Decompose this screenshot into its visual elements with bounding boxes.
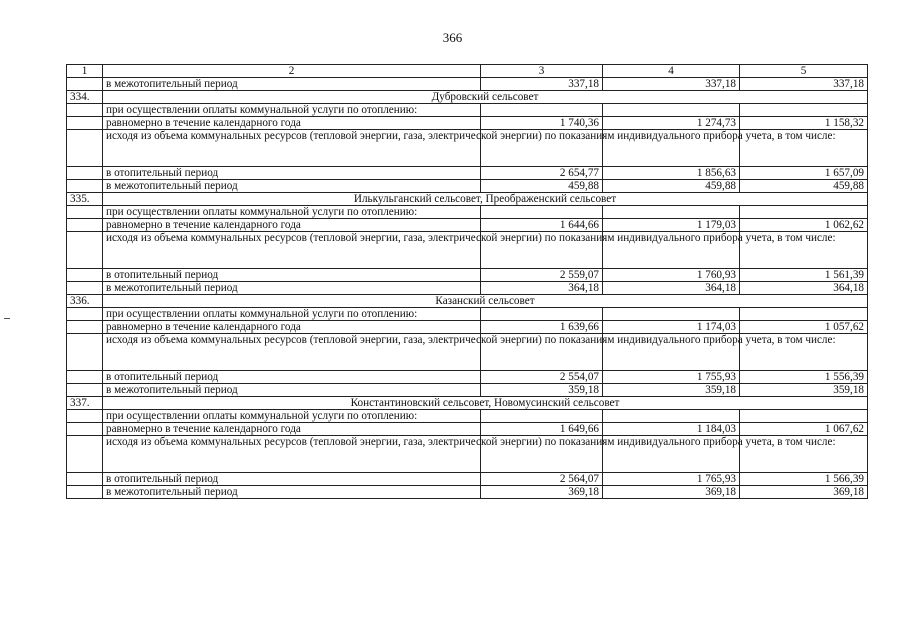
row-number-cell [67,104,103,117]
table-row [67,308,868,321]
value-cell: 2 554,07 [481,371,603,384]
row-number-cell [67,436,103,473]
table-row [67,423,868,436]
row-label: исходя из объема коммунальных ресурсов (тепловой энергии, газа, электрической энергии) по показаниям индивидуального прибора учета, в том числе: [103,436,481,473]
table-row [67,180,868,193]
row-number-cell [67,423,103,436]
row-label: в отопительный период [103,473,481,486]
row-label: в отопительный период [103,269,481,282]
header-row [67,65,868,78]
section-number: 334. [67,91,103,104]
value-cell: 337,18 [481,78,603,91]
table-row [67,167,868,180]
value-cell [740,410,868,423]
value-cell: 369,18 [603,486,740,499]
section-number: 336. [67,295,103,308]
table-row [67,321,868,334]
section-title: Константиновский сельсовет, Новомусинский сельсовет [103,397,868,410]
row-label: в межотопительный период [103,282,481,295]
section-header-row [67,295,868,308]
tariff-table [66,64,868,499]
table-row [67,436,868,473]
row-number-cell [67,78,103,91]
table-row [67,206,868,219]
value-cell [603,308,740,321]
row-number-cell [67,206,103,219]
table-row [67,282,868,295]
table-row [67,473,868,486]
value-cell: 2 654,77 [481,167,603,180]
value-cell: 1 760,93 [603,269,740,282]
row-label: при осуществлении оплаты коммунальной услуги по отоплению: [103,308,481,321]
row-label: равномерно в течение календарного года [103,423,481,436]
row-label: при осуществлении оплаты коммунальной услуги по отоплению: [103,410,481,423]
table-row [67,130,868,167]
header-cell: 3 [481,65,603,78]
table-row [67,384,868,397]
row-number-cell [67,473,103,486]
value-cell [481,410,603,423]
row-label: при осуществлении оплаты коммунальной услуги по отоплению: [103,206,481,219]
row-number-cell [67,282,103,295]
value-cell: 1 644,66 [481,219,603,232]
row-label: в межотопительный период [103,384,481,397]
row-number-cell [67,486,103,499]
row-label: исходя из объема коммунальных ресурсов (тепловой энергии, газа, электрической энергии) по показаниям индивидуального прибора учета, в том числе: [103,334,481,371]
header-cell: 1 [67,65,103,78]
value-cell [603,410,740,423]
row-number-cell [67,130,103,167]
section-number: 335. [67,193,103,206]
value-cell: 1 765,93 [603,473,740,486]
section-title: Казанский сельсовет [103,295,868,308]
value-cell: 1 755,93 [603,371,740,384]
row-label: в отопительный период [103,167,481,180]
value-cell: 1 184,03 [603,423,740,436]
row-number-cell [67,180,103,193]
value-cell: 1 856,63 [603,167,740,180]
value-cell: 364,18 [603,282,740,295]
row-label: равномерно в течение календарного года [103,219,481,232]
table-row [67,78,868,91]
row-label: в межотопительный период [103,486,481,499]
page-number: 366 [442,30,463,45]
row-number-cell [67,219,103,232]
value-cell [740,104,868,117]
value-cell: 1 174,03 [603,321,740,334]
value-cell [481,308,603,321]
row-label: в межотопительный период [103,180,481,193]
value-cell: 1 556,39 [740,371,868,384]
header-cell: 2 [103,65,481,78]
row-number-cell [67,371,103,384]
value-cell: 459,88 [603,180,740,193]
row-label: исходя из объема коммунальных ресурсов (тепловой энергии, газа, электрической энергии) по показаниям индивидуального прибора учета, в том числе: [103,232,481,269]
value-cell: 459,88 [481,180,603,193]
table-row [67,486,868,499]
value-cell [740,308,868,321]
value-cell: 1 561,39 [740,269,868,282]
table-row [67,371,868,384]
section-header-row [67,193,868,206]
tariff-table-body [67,65,868,499]
value-cell: 1 740,36 [481,117,603,130]
row-number-cell [67,410,103,423]
row-label: исходя из объема коммунальных ресурсов (тепловой энергии, газа, электрической энергии) по показаниям индивидуального прибора учета, в том числе: [103,130,481,167]
row-number-cell [67,334,103,371]
value-cell: 1 566,39 [740,473,868,486]
row-label: в межотопительный период [103,78,481,91]
section-header-row [67,397,868,410]
section-number: 337. [67,397,103,410]
value-cell: 1 179,03 [603,219,740,232]
value-cell: 337,18 [740,78,868,91]
row-label: в отопительный период [103,371,481,384]
row-label: равномерно в течение календарного года [103,321,481,334]
value-cell: 1 649,66 [481,423,603,436]
value-cell: 2 564,07 [481,473,603,486]
table-row [67,104,868,117]
row-number-cell [67,321,103,334]
table-row [67,232,868,269]
margin-mark [4,318,10,319]
value-cell: 359,18 [740,384,868,397]
section-header-row [67,91,868,104]
value-cell: 359,18 [603,384,740,397]
section-title: Илькульганский сельсовет, Преображенский сельсовет [103,193,868,206]
value-cell: 1 274,73 [603,117,740,130]
row-number-cell [67,117,103,130]
row-label: при осуществлении оплаты коммунальной услуги по отоплению: [103,104,481,117]
section-title: Дубровский сельсовет [103,91,868,104]
value-cell [481,104,603,117]
value-cell [481,206,603,219]
table-row [67,117,868,130]
row-label: равномерно в течение календарного года [103,117,481,130]
row-number-cell [67,384,103,397]
value-cell: 1 057,62 [740,321,868,334]
value-cell: 369,18 [740,486,868,499]
value-cell: 1 067,62 [740,423,868,436]
value-cell: 364,18 [481,282,603,295]
row-number-cell [67,308,103,321]
row-number-cell [67,232,103,269]
header-cell: 4 [603,65,740,78]
table-row [67,334,868,371]
header-cell: 5 [740,65,868,78]
value-cell: 359,18 [481,384,603,397]
value-cell: 364,18 [740,282,868,295]
value-cell [603,206,740,219]
row-number-cell [67,167,103,180]
value-cell: 459,88 [740,180,868,193]
value-cell: 2 559,07 [481,269,603,282]
value-cell [603,104,740,117]
value-cell: 1 639,66 [481,321,603,334]
value-cell: 337,18 [603,78,740,91]
table-row [67,410,868,423]
row-number-cell [67,269,103,282]
value-cell: 1 657,09 [740,167,868,180]
table-row [67,269,868,282]
table-row [67,219,868,232]
value-cell: 369,18 [481,486,603,499]
value-cell [740,206,868,219]
value-cell: 1 062,62 [740,219,868,232]
value-cell: 1 158,32 [740,117,868,130]
